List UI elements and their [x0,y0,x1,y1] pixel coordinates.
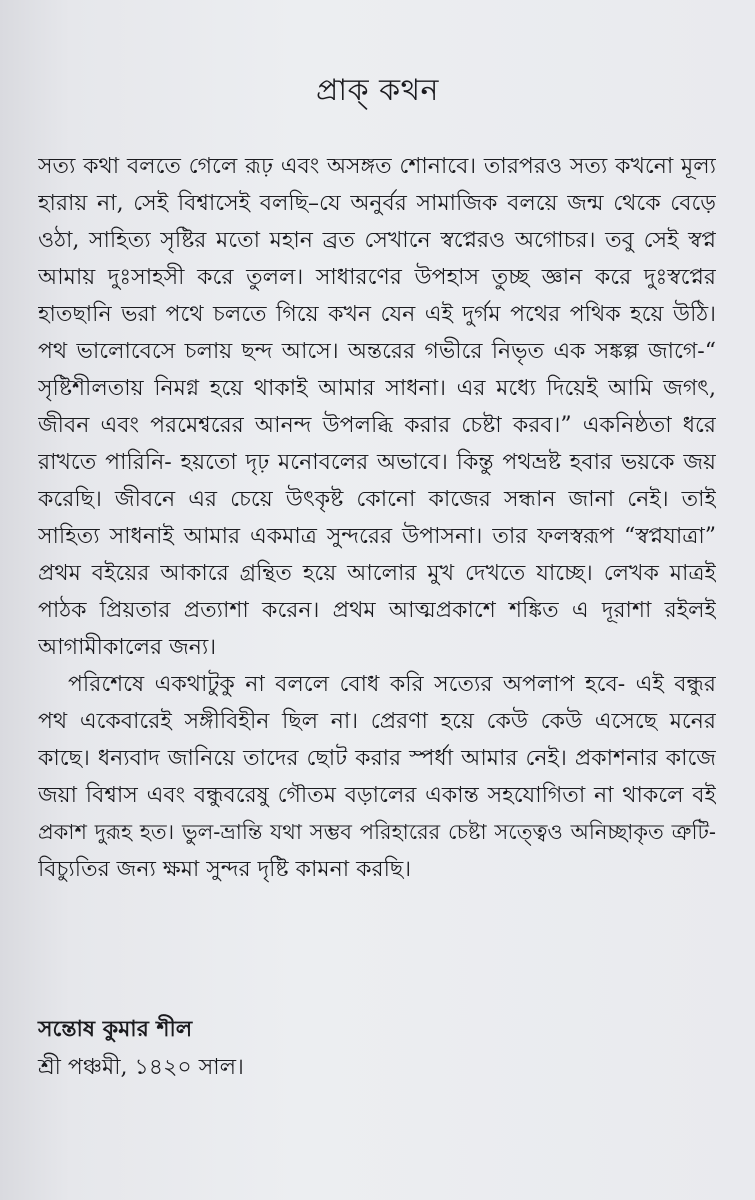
signature-date: শ্রী পঞ্চমী, ১৪২০ সাল। [38,1055,244,1080]
text-line: প্রকাশ দুরূহ হত। ভুল-ভ্রান্তি যথা সম্ভব পরিহারের চেষ্টা সত্ত্বেও অনিচ্ছাকৃত ত্রুটি- [38,820,716,844]
paragraph-2 [38,666,716,888]
text-line: সাহিত্য সাধনাই আমার একমাত্র সুন্দরের উপাসনা। তার ফলস্বরূপ “স্বপ্নযাত্রা” [38,524,716,549]
text-line: পথ ভালোবেসে চলায় ছন্দ আসে। অন্তরের গভীরে নিভৃত এক সঙ্কল্প জাগে-“ [38,339,716,364]
text-line: আমায় দুঃসাহসী করে তুলল। সাধারণের উপহাস তুচ্ছ জ্ঞান করে দুঃস্বপ্নের [38,265,716,290]
text-line: সত্য কথা বলতে গেলে রূঢ় এবং অসঙ্গত শোনাবে। তারপরও সত্য কখনো মূল্য [38,154,716,179]
text-line: বিচ্যুতির জন্য ক্ষমা সুন্দর দৃষ্টি কামনা করছি। [38,857,412,882]
text-line: ওঠা, সাহিত্য সৃষ্টির মতো মহান ব্রত সেখানে স্বপ্নেরও অগোচর। তবু সেই স্বপ্ন [38,228,716,253]
text-line: পাঠক প্রিয়তার প্রত্যাশা করেন। প্রথম আত্মপ্রকাশে শঙ্কিত এ দূরাশা রইলই [38,598,716,623]
text-line: আগামীকালের জন্য। [38,635,217,660]
text-line: পরিশেষে একথাটুকু না বললে বোধ করি সত্যের অপলাপ হবে- এই বন্ধুর [68,672,716,697]
page-title: প্রাক্ কথন [316,73,439,108]
text-line: কাছে। ধন্যবাদ জানিয়ে তাদের ছোট করার স্পর্ধা আমার নেই। প্রকাশনার কাজে [38,746,716,771]
text-line: করেছি। জীবনে এর চেয়ে উৎকৃষ্ট কোনো কাজের সন্ধান জানা নেই। তাই [38,487,716,512]
text-line: পথ একেবারেই সঙ্গীবিহীন ছিল না। প্রেরণা হয়ে কেউ কেউ এসেছে মনের [38,709,716,734]
text-line: জীবন এবং পরমেশ্বরের আনন্দ উপলব্ধি করার চেষ্টা করব।” একনিষ্ঠতা ধরে [38,413,716,438]
text-line: হারায় না, সেই বিশ্বাসেই বলছি–যে অনুর্বর সামাজিক বলয়ে জন্ম থেকে বেড়ে [38,191,716,216]
preface-body [38,148,716,888]
text-line: হাতছানি ভরা পথে চলতে গিয়ে কখন যেন এই দুর্গম পথের পথিক হয়ে উঠি। [38,302,716,327]
text-line: রাখতে পারিনি- হয়তো দৃঢ় মনোবলের অভাবে। কিন্তু পথভ্রষ্ট হবার ভয়কে জয় [38,450,716,475]
paragraph-1 [38,148,716,666]
text-line: সৃষ্টিশীলতায় নিমগ্ন হয়ে থাকাই আমার সাধনা। এর মধ্যে দিয়েই আমি জগৎ, [38,376,716,401]
text-line: প্রথম বইয়ের আকারে গ্রন্থিত হয়ে আলোর মুখ দেখতে যাচ্ছে। লেখক মাত্রই [38,561,716,586]
text-line: জয়া বিশ্বাস এবং বন্ধুবরেষু গৌতম বড়ালের একান্ত সহযোগিতা না থাকলে বই [38,783,716,808]
author-name: সন্তোষ কুমার শীল [38,1016,193,1042]
